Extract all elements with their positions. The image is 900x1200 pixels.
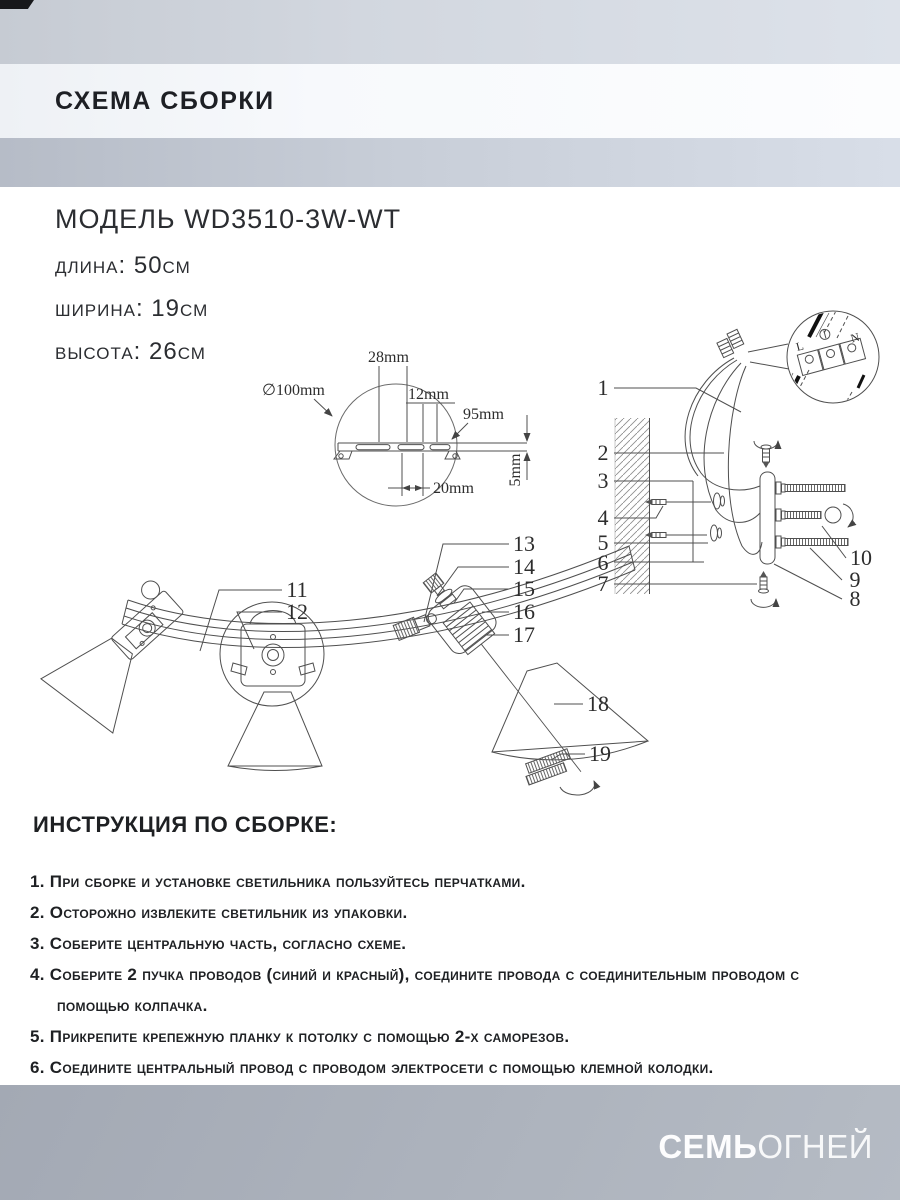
model-title: МОДЕЛЬ WD3510-3W-WT <box>55 204 402 234</box>
part-number-8: 8 <box>849 586 861 611</box>
spec-length: длина: 50см <box>55 252 191 279</box>
part-number-19: 19 <box>589 741 611 766</box>
instruction-item-5: 5. Прикрепите крепежную планку к потолку с помощью 2-х саморезов. <box>30 1027 570 1046</box>
terminal-detail-circle <box>785 311 879 404</box>
lamp-body-drawing <box>41 544 648 795</box>
header-band <box>0 0 900 64</box>
instruction-item-4: 4. Соберите 2 пучка проводов (синий и красный), соедините провода с соединительным проводом с помощью колпачка. <box>30 965 800 1015</box>
part-number-17: 17 <box>513 622 535 647</box>
part-number-18: 18 <box>587 691 609 716</box>
part-number-15: 15 <box>513 576 535 601</box>
part-number-12: 12 <box>286 599 308 624</box>
part-number-7: 7 <box>597 571 609 596</box>
part-number-13: 13 <box>513 531 535 556</box>
title-band <box>0 64 900 138</box>
brand-bold-part: СЕМЬ <box>658 1128 758 1165</box>
part-number-1: 1 <box>597 375 609 400</box>
instruction-item-1: 1. При сборке и установке светильника пользуйтесь перчатками. <box>30 872 526 891</box>
instructions-list <box>30 866 866 1083</box>
part-number-5: 5 <box>597 530 609 555</box>
dim-12mm: 12mm <box>408 386 449 403</box>
part-number-11: 11 <box>286 577 308 602</box>
part-number-9: 9 <box>849 567 861 592</box>
brand-light-part: ОГНЕЙ <box>757 1128 873 1165</box>
instruction-item-3: 3. Соберите центральную часть, согласно схеме. <box>30 934 407 953</box>
footer-band <box>0 1085 900 1200</box>
divider-band <box>0 138 900 187</box>
part-number-14: 14 <box>513 554 535 579</box>
wall-mount-drawing <box>614 329 853 607</box>
dim-20mm: 20mm <box>433 480 474 497</box>
instruction-item-6: 6. Соедините центральный провод с проводом электросети с помощью клемной колодки. <box>30 1058 714 1077</box>
assembly-diagram <box>0 300 900 800</box>
instructions-title: ИНСТРУКЦИЯ ПО СБОРКЕ: <box>33 812 338 837</box>
spec-height: высота: 26см <box>55 338 206 365</box>
page-title: СХЕМА СБОРКИ <box>55 86 275 115</box>
part-number-10: 10 <box>850 545 872 570</box>
dim-5mm: 5mm <box>507 453 524 487</box>
terminal-label-n: N <box>849 329 862 346</box>
terminal-label-l: L <box>794 338 806 354</box>
part-number-6: 6 <box>597 550 609 575</box>
spec-width: ширина: 19см <box>55 295 209 322</box>
part-number-16: 16 <box>513 599 535 624</box>
instruction-item-2: 2. Осторожно извлеките светильник из упаковки. <box>30 903 408 922</box>
dim-28mm: 28mm <box>368 349 409 366</box>
part-number-4: 4 <box>597 505 609 530</box>
dim-95mm: 95mm <box>463 406 504 423</box>
dim-100mm: ∅100mm <box>262 382 325 399</box>
part-number-3: 3 <box>597 468 609 493</box>
brand-logo <box>658 1128 873 1166</box>
part-number-2: 2 <box>597 440 609 465</box>
